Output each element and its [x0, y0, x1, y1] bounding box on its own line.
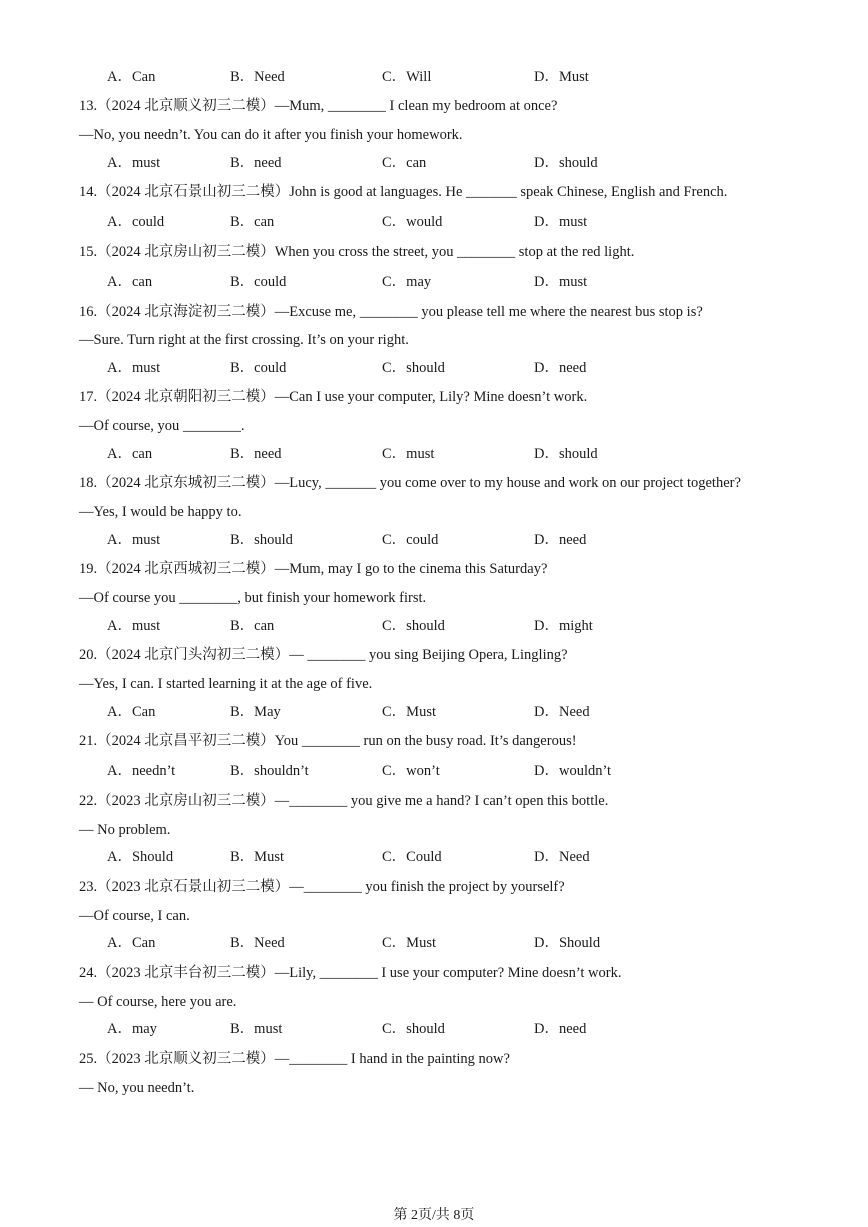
question-14-stem: 14.（2024 北京石景山初三二模）John is good at languages. He _______ speak Chinese, English and French. [79, 184, 728, 200]
option-d: D．might [534, 618, 593, 634]
option-b: B．could [230, 360, 287, 376]
option-a: A．Can [107, 704, 156, 720]
option-a: A．could [107, 214, 165, 230]
question-25-stem: 25.（2023 北京顺义初三二模）—________ I hand in the painting now? [79, 1051, 510, 1067]
option-c: C．Could [382, 849, 442, 865]
option-c: C．should [382, 618, 445, 634]
option-b: B．should [230, 532, 293, 548]
option-d: D．Should [534, 935, 601, 951]
option-d: D．should [534, 446, 598, 462]
option-a: A．Can [107, 69, 156, 85]
option-c: C．can [382, 155, 427, 171]
option-c: C．Must [382, 935, 436, 951]
option-d: D．need [534, 1021, 587, 1037]
question-22-stem: 22.（2023 北京房山初三二模）—________ you give me a hand? I can’t open this bottle. [79, 793, 609, 809]
option-d: D．must [534, 214, 588, 230]
option-b: B．could [230, 274, 287, 290]
option-a: A．needn’t [107, 763, 176, 779]
question-24-dialogue: — Of course, here you are. [79, 994, 237, 1010]
option-b: B．must [230, 1021, 283, 1037]
option-b: B．can [230, 214, 275, 230]
option-a: A．Should [107, 849, 174, 865]
option-a: A．must [107, 155, 161, 171]
option-c: C．Will [382, 69, 432, 85]
question-13-stem: 13.（2024 北京顺义初三二模）—Mum, ________ I clean my bedroom at once? [79, 98, 558, 114]
option-d: D．Need [534, 704, 590, 720]
option-d: D．wouldn’t [534, 763, 612, 779]
question-16-stem: 16.（2024 北京海淀初三二模）—Excuse me, ________ you please tell me where the nearest bus stop is? [79, 304, 703, 320]
question-20-stem: 20.（2024 北京门头沟初三二模）— ________ you sing Beijing Opera, Lingling? [79, 647, 568, 663]
option-b: B．Need [230, 69, 285, 85]
option-d: D．need [534, 532, 587, 548]
question-25-dialogue: — No, you needn’t. [79, 1080, 195, 1096]
option-b: B．can [230, 618, 275, 634]
question-19-dialogue: —Of course you ________, but finish your homework first. [79, 590, 427, 606]
option-d: D．need [534, 360, 587, 376]
option-c: C．would [382, 214, 443, 230]
question-17-dialogue: —Of course, you ________. [79, 418, 245, 434]
option-c: C．won’t [382, 763, 440, 779]
option-a: A．can [107, 274, 153, 290]
option-c: C．could [382, 532, 439, 548]
option-b: B．May [230, 704, 281, 720]
option-b: B．need [230, 155, 282, 171]
question-18-stem: 18.（2024 北京东城初三二模）—Lucy, _______ you come over to my house and work on our project together? [79, 475, 741, 491]
question-23-dialogue: —Of course, I can. [79, 908, 190, 924]
question-21-stem: 21.（2024 北京昌平初三二模）You ________ run on the busy road. It’s dangerous! [79, 733, 577, 749]
option-a: A．must [107, 532, 161, 548]
question-18-dialogue: —Yes, I would be happy to. [79, 504, 242, 520]
option-c: C．may [382, 274, 432, 290]
option-d: D．must [534, 274, 588, 290]
question-20-dialogue: —Yes, I can. I started learning it at the age of five. [79, 676, 373, 692]
option-d: D．should [534, 155, 598, 171]
question-24-stem: 24.（2023 北京丰台初三二模）—Lily, ________ I use your computer? Mine doesn’t work. [79, 965, 622, 981]
option-a: A．Can [107, 935, 156, 951]
option-b: B．Must [230, 849, 284, 865]
option-a: A．may [107, 1021, 157, 1037]
option-b: B．Need [230, 935, 285, 951]
option-d: D．Need [534, 849, 590, 865]
option-c: C．should [382, 360, 445, 376]
question-19-stem: 19.（2024 北京西城初三二模）—Mum, may I go to the cinema this Saturday? [79, 561, 548, 577]
question-13-dialogue: —No, you needn’t. You can do it after you finish your homework. [79, 127, 463, 143]
option-a: A．must [107, 360, 161, 376]
option-d: D．Must [534, 69, 589, 85]
option-c: C．should [382, 1021, 445, 1037]
option-a: A．can [107, 446, 153, 462]
option-b: B．need [230, 446, 282, 462]
question-15-stem: 15.（2024 北京房山初三二模）When you cross the street, you ________ stop at the red light. [79, 244, 635, 260]
question-17-stem: 17.（2024 北京朝阳初三二模）—Can I use your computer, Lily? Mine doesn’t work. [79, 389, 588, 405]
option-c: C．Must [382, 704, 436, 720]
page-footer: 第 2页/共 8页 [393, 1208, 475, 1223]
question-16-dialogue: —Sure. Turn right at the first crossing. It’s on your right. [79, 332, 409, 348]
question-23-stem: 23.（2023 北京石景山初三二模）—________ you finish the project by yourself? [79, 879, 565, 895]
option-a: A．must [107, 618, 161, 634]
option-b: B．shouldn’t [230, 763, 309, 779]
question-22-dialogue: — No problem. [79, 822, 171, 838]
option-c: C．must [382, 446, 435, 462]
